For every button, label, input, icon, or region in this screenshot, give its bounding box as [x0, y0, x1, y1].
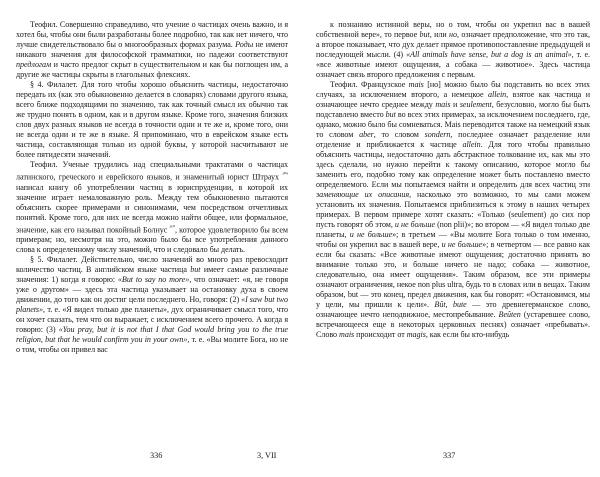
- text-run: , то словом: [373, 130, 425, 139]
- text-run: написал книгу об употреблении частиц в юриспруденции, в которой их значение играет немаловажную роль. Между тем обыкновенно пытаются объяснить скорее примерами и синонимами, чем посредством отчетливых понятий. Кроме того, для них не всегда можно найти общее, или формальное, значение, как его называл покойный Болнус: [16, 182, 288, 235]
- text-run: , что означает: «я, не говоря уже о другом» — здесь эта частица указывает на остановку духа в своем движении, до того как он достиг цели последнего. Но, говоря: (2): [16, 275, 288, 305]
- paragraph: [16, 255, 288, 355]
- text-run: § 5. Филалет. Действительно, число значений во много раз превосходит количество частиц. В английском языке частица: [16, 255, 288, 275]
- text-run: происходит от: [354, 330, 407, 339]
- italic-run: mais: [408, 80, 424, 89]
- italic-run: но: [449, 30, 457, 39]
- text-run: не имеют никакого значения для философской грамматики, но падежи соответствуют: [16, 40, 288, 59]
- text-run: , которое удовлетворило бы всем примерам; но, несмотря на это, можно было бы все употребления данного слова к определенному числу значений, что и следовало бы делать.: [16, 225, 288, 255]
- paragraph: [316, 80, 590, 340]
- italic-run: и не больше: [441, 240, 483, 249]
- italic-run: «All animals have sense, but a dog is an animal»: [406, 50, 572, 59]
- italic-run: sondern: [424, 130, 451, 139]
- right-page: [316, 20, 590, 340]
- italic-run: Роды: [235, 40, 254, 49]
- italic-run: allein: [488, 90, 507, 99]
- italic-run: «I saw but two planets»: [16, 295, 288, 315]
- paragraph: [16, 80, 288, 160]
- footnote-ref: ³⁰⁹: [282, 172, 288, 178]
- text-run: , т. е. «Вы молите Бога, но не о том, чтобы он привел вас: [16, 335, 288, 355]
- text-run: Теофил. Французское: [330, 80, 409, 89]
- text-run: — это древнегерманское слово, означающее нечто неподвижное, местопребывание.: [316, 300, 591, 319]
- right-page-number: 337: [443, 451, 456, 460]
- right-page-text: [316, 20, 590, 340]
- text-run: , т. е. «Я видел только две планеты», дух ограничивает смысл того, что он хочет сказать, тем что он выражает, с исключением всего прочего. А когда я говорю: (3): [16, 305, 288, 335]
- italic-run: allein: [462, 140, 481, 149]
- italic-run: but: [385, 110, 396, 119]
- italic-run: и не больше: [349, 230, 393, 239]
- text-run: , означает предположение, что это так, а второе показывает, что дух делает прямое противопоставление предыдущей и последующей мысли. (4): [316, 30, 590, 59]
- left-page-text: [16, 20, 288, 355]
- italic-run: magis: [406, 330, 426, 339]
- text-run: (устаревшее слово, встречающееся еще в некоторых церковных песнях) означает «пребывать». Слово: [316, 310, 590, 339]
- paragraph: [316, 20, 590, 80]
- italic-run: but: [419, 30, 430, 39]
- italic-run: seulement: [459, 100, 492, 109]
- italic-run: заменяющие их описания: [316, 190, 410, 199]
- italic-run: «You pray, but it is not that I that God would bring you to the true religion, but that he would confirm you in your own»: [16, 325, 288, 345]
- text-run: , как если бы кто-нибудь: [425, 330, 510, 339]
- text-run: , насколько это возможно, то мы сами можем установить их значения. Попытаемся приблизиться к этому в наших четырех примерах. В первом примере хотят сказать: «Только (seulement) до сих пор пусть говорят об этом,: [316, 190, 590, 229]
- left-page-section-marker: 3, VII: [257, 451, 277, 460]
- italic-run: предлогам: [16, 60, 52, 69]
- text-run: [но] можно было бы подставить во всех этих случаях, за исключением второго, а немецкое: [316, 80, 590, 99]
- text-run: Теофил. Совершенно справедливо, что учение о частицах очень важно, и я хотел бы, чтобы они были разработаны более подробно, так как нет ничего, что лучше свидетельствовало бы о многообразных формах разума.: [16, 20, 288, 49]
- text-run: , взятое как частица и означающее нечто среднее между: [316, 90, 590, 109]
- italic-run: Beûten: [498, 310, 521, 319]
- paragraph: [16, 20, 288, 80]
- text-run: к познанию истинной веры, но о том, чтобы он укрепил вас в вашей собственной вере», то первое: [316, 20, 590, 39]
- text-run: имеет самые различные значения: 1) когда я говорю:: [16, 265, 288, 285]
- footnote-ref: ³¹⁰: [169, 224, 175, 231]
- text-run: (non plii)»; во втором — «Я видел только две планеты,: [316, 220, 590, 239]
- text-run: и часто предлог скрыт в существительном и как бы поглощен им, а другие же частицы скрыты в глагольных флексиях.: [16, 60, 288, 79]
- left-page-number: 336: [150, 451, 163, 460]
- text-run: § 4. Филалет. Для того чтобы хорошо объяснить частицы, недостаточно передать их (как это обыкновенно делается в словарях) словами другого языка, всего ближе подходящими по значению, так как точный смысл их обычно так же трудно понять в одном, как и в другом языке. Кроме того, значения близких слов двух разных языков не всегда в точности одни и те же и, кроме того, они не всегда одни и те же в языке. Я припоминаю, что в еврейском языке есть частица, составляющая только из одной буквы, у которой насчитывают не более пятидесяти значений.: [16, 80, 288, 159]
- italic-run: but: [190, 265, 201, 275]
- left-page: [16, 20, 288, 355]
- italic-run: «But to say no more»: [117, 275, 190, 285]
- text-run: , т. е. «все животные имеют ощущения, а собака — животное». Здесь частица означает связь второго предложения с первым.: [316, 50, 591, 79]
- italic-run: mais: [339, 330, 355, 339]
- text-run: и: [450, 100, 460, 109]
- text-run: . Для того чтобы правильно объяснить частицы, недостаточно дать абстрактное толкование их, как мы это здесь сделали, но нужно перейти к такому описанию, которое могло бы заменить его, подобно тому как определение может быть поставлено вместо определяемого. Если мы попытаемся найти и определить для всех частиц эти: [316, 140, 590, 189]
- italic-run: mais: [435, 100, 451, 109]
- italic-run: Bût, bute: [434, 300, 467, 309]
- text-run: , безусловно, могло бы быть подставлено вместо: [316, 100, 590, 119]
- italic-run: aber: [359, 130, 374, 139]
- text-run: »; в третьем — «Вы молите Бога только о том именно, чтобы он укрепил вас в вашей вере,: [316, 230, 590, 249]
- text-run: Теофил. Ученые трудились над специальными трактатами о частицах латинского, греческого и еврейского языков, и знаменитый юрист Штраух: [16, 160, 288, 182]
- italic-run: и не больше: [394, 220, 435, 229]
- text-run: »; в четвертом — все равно как если бы сказать: «Все животные имеют ощущения; достаточно принять во внимание только это, и больше ничего не надо; собака — животное, следовательно, она имеет ощущения». Таким образом, все эти примеры означают ограничения, некое non plus ultra, будь то в словах или в вещах. Таким образом, but — это конец, предел движения, как бы говорят: «Остановимся, мы у цели, мы пришли к цели».: [316, 240, 590, 309]
- paragraph: [16, 160, 288, 255]
- text-run: , или: [429, 30, 450, 39]
- text-run: , последнее означает разделение или отделение и приближается к частице: [316, 130, 590, 149]
- text-run: во всех этих примерах, за исключением последнего, где, однако, можно было бы сомневаться. Mais переводится также на немецкий язык то словом: [316, 110, 590, 139]
